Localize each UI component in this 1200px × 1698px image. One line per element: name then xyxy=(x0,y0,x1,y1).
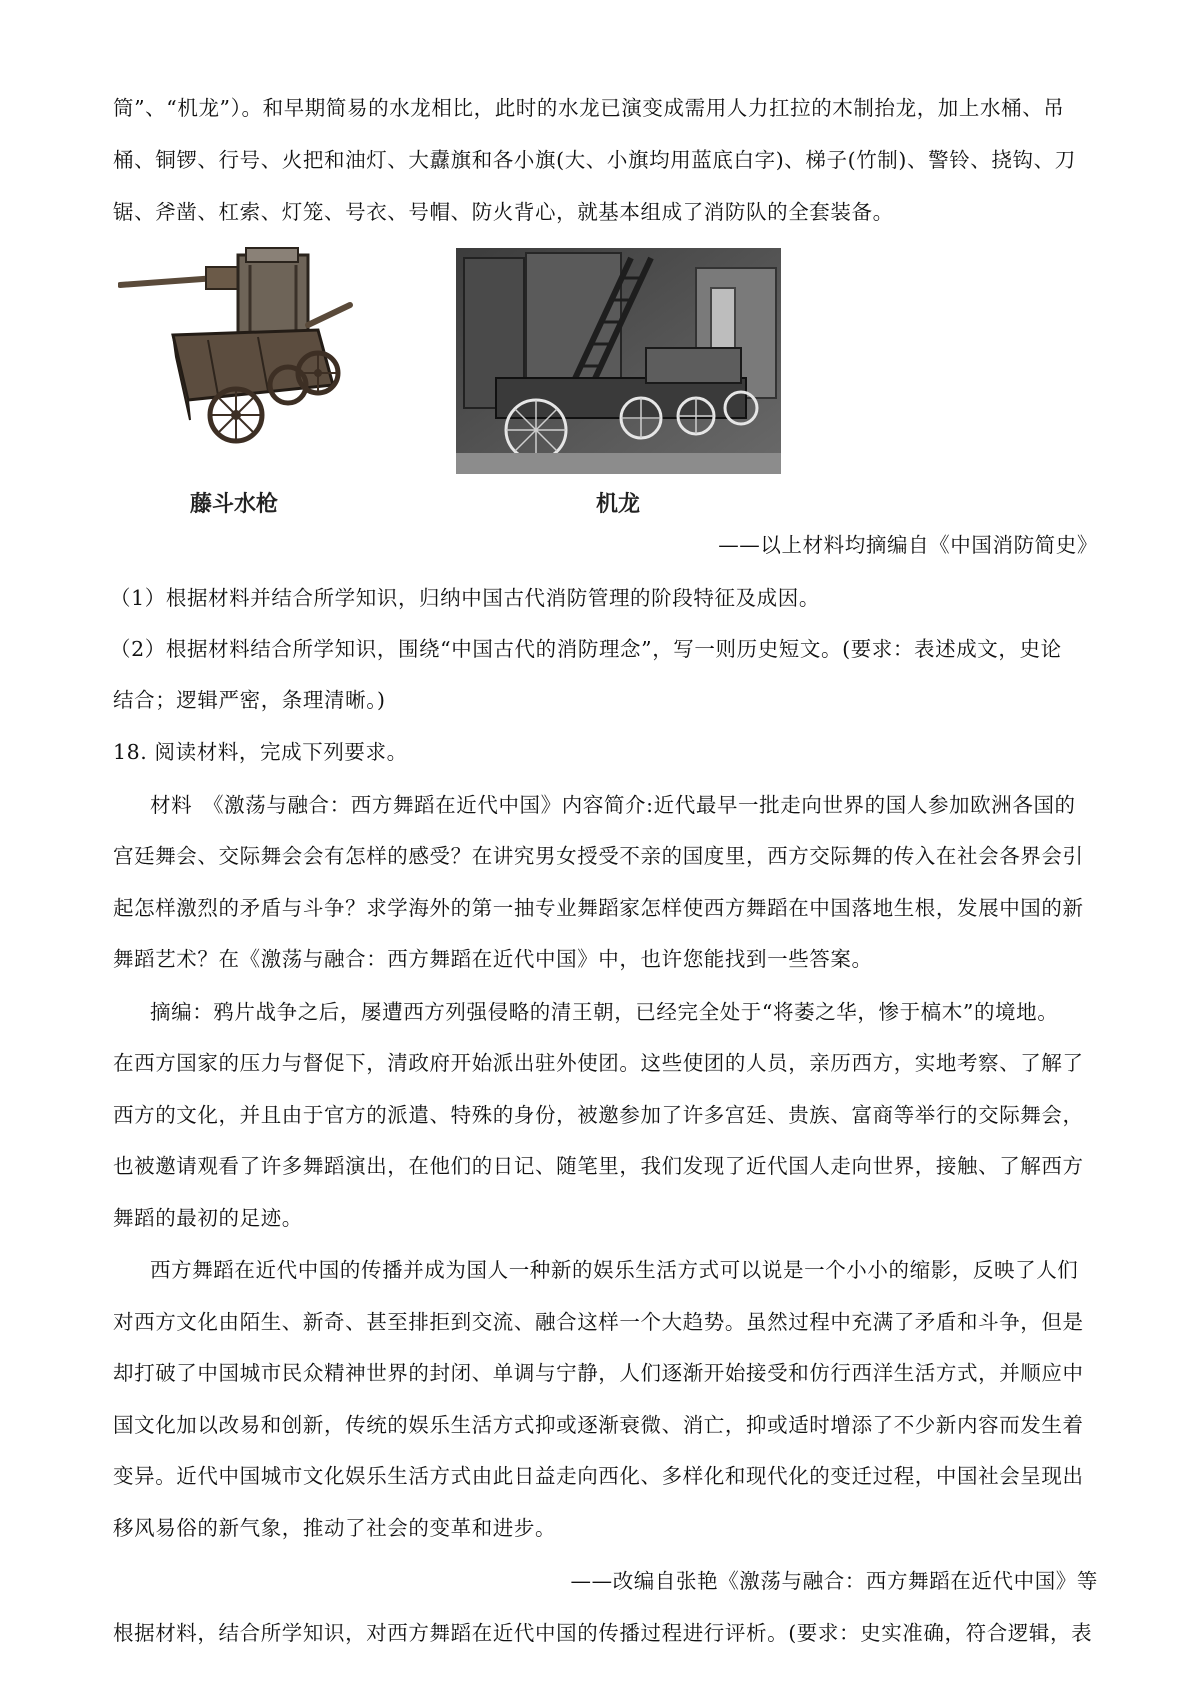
left-figure-caption: 藤斗水枪 xyxy=(190,492,279,517)
question-17-1: （1）根据材料并结合所学知识，归纳中国古代消防管理的阶段特征及成因。 xyxy=(110,586,820,610)
q18-para2-line-6: 移风易俗的新气象，推动了社会的变革和进步。 xyxy=(113,1516,557,1540)
q18-material-line-1: 材料 《激荡与融合：西方舞蹈在近代中国》内容简介:近代最早一批走向世界的国人参加欧洲各国的 xyxy=(150,793,1076,817)
question-17-2: （2）根据材料结合所学知识，围绕“中国古代的消防理念”，写一则历史短文。(要求：表述成文，史论 xyxy=(110,637,1062,661)
machine-dragon-image xyxy=(456,248,781,474)
q18-material-line-4: 舞蹈艺术？在《激荡与融合：西方舞蹈在近代中国》中，也许您能找到一些答案。 xyxy=(113,947,873,971)
q18-material-line-2: 宫廷舞会、交际舞会会有怎样的感受？在讲究男女授受不亲的国度里，西方交际舞的传入在社会各界会引 xyxy=(113,844,1084,868)
right-figure-caption: 机龙 xyxy=(596,492,641,517)
q18-para2-line-1: 西方舞蹈在近代中国的传播并成为国人一种新的娱乐生活方式可以说是一个小小的缩影，反映了人们 xyxy=(150,1258,1079,1282)
intro-line-1: 筒”、“机龙”）。和早期简易的水龙相比，此时的水龙已演变成需用人力扛拉的木制抬龙，加上水桶、吊 xyxy=(113,96,1065,120)
question-18-title: 18. 阅读材料，完成下列要求。 xyxy=(113,740,408,764)
source-citation-1: ——以上材料均摘编自《中国消防简史》 xyxy=(718,533,1098,557)
q18-para2-line-3: 却打破了中国城市民众精神世界的封闭、单调与宁静，人们逐渐开始接受和仿行西洋生活方式，并顺应中 xyxy=(113,1361,1084,1385)
q18-material-line-3: 起怎样激烈的矛盾与斗争？求学海外的第一抽专业舞蹈家怎样使西方舞蹈在中国落地生根，发展中国的新 xyxy=(113,896,1084,920)
rattan-water-gun-image xyxy=(118,245,388,467)
q18-excerpt-line-3: 西方的文化，并且由于官方的派遣、特殊的身份，被邀参加了许多宫廷、贵族、富商等举行的交际舞会， xyxy=(113,1103,1084,1127)
q18-excerpt-line-2: 在西方国家的压力与督促下，清政府开始派出驻外使团。这些使团的人员，亲历西方，实地考察、了解了 xyxy=(113,1051,1084,1075)
q18-para2-line-2: 对西方文化由陌生、新奇、甚至排拒到交流、融合这样一个大趋势。虽然过程中充满了矛盾和斗争，但是 xyxy=(113,1310,1084,1334)
q18-excerpt-line-1: 摘编：鸦片战争之后，屡遭西方列强侵略的清王朝，已经完全处于“将萎之华，惨于槁木”的境地。 xyxy=(150,1000,1059,1024)
q18-task: 根据材料，结合所学知识，对西方舞蹈在近代中国的传播过程进行评析。(要求：史实准确，符合逻辑，表 xyxy=(113,1621,1093,1645)
q18-para2-line-5: 变异。近代中国城市文化娱乐生活方式由此日益走向西化、多样化和现代化的变迁过程，中国社会呈现出 xyxy=(113,1464,1084,1488)
question-17-2-cont: 结合；逻辑严密，条理清晰。) xyxy=(113,688,386,712)
source-citation-2: ——改编自张艳《激荡与融合：西方舞蹈在近代中国》等 xyxy=(570,1569,1098,1593)
intro-line-2: 桶、铜锣、行号、火把和油灯、大纛旗和各小旗(大、小旗均用蓝底白字)、梯子(竹制)、警铃、挠钩、刀 xyxy=(113,148,1076,172)
q18-excerpt-line-4: 也被邀请观看了许多舞蹈演出，在他们的日记、随笔里，我们发现了近代国人走向世界，接触、了解西方 xyxy=(113,1154,1084,1178)
q18-excerpt-line-5: 舞蹈的最初的足迹。 xyxy=(113,1206,303,1230)
intro-line-3: 锯、斧凿、杠索、灯笼、号衣、号帽、防火背心，就基本组成了消防队的全套装备。 xyxy=(113,200,894,224)
q18-para2-line-4: 国文化加以改易和创新，传统的娱乐生活方式抑或逐渐衰微、消亡，抑或适时增添了不少新内容而发生着 xyxy=(113,1413,1084,1437)
